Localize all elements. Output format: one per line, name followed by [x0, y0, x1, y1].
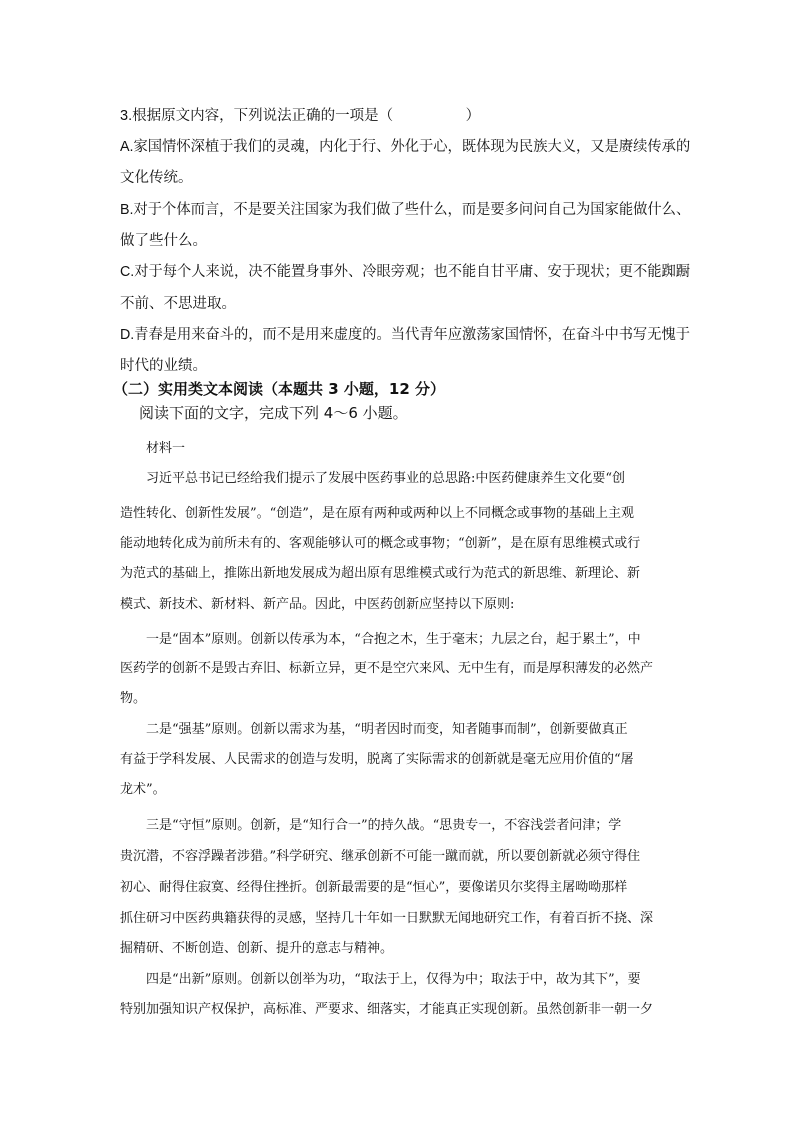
option-c-line-1: C.对于每个人来说，决不能置身事外、冷眼旁观；也不能自甘平庸、安于现状；更不能踟蹰 — [120, 264, 691, 280]
material-paragraph-line: 掘精研、不断创造、创新、提升的意志与精神。 — [120, 941, 394, 956]
material-paragraph-line: 初心、耐得住寂寞、经得住挫折。创新最需要的是“恒心”，要像诺贝尔奖得主屠呦呦那样 — [120, 880, 628, 895]
material-paragraph-line: 抓住研习中医药典籍获得的灵感，坚持几十年如一日默默无闻地研究工作，有着百折不挠、深 — [120, 911, 654, 926]
option-b-line-1: B.对于个体而言，不是要关注国家为我们做了些什么，而是要多问问自己为国家能做什么、 — [120, 202, 691, 218]
section-heading: （二）实用类文本阅读（本题共 3 小题，12 分） — [113, 380, 445, 398]
material-paragraph-line: 有益于学科发展、人民需求的创造与发明，脱离了实际需求的创新就是毫无应用价值的“屠 — [120, 752, 634, 767]
option-c-line-2: 不前、不思进取。 — [120, 296, 236, 312]
section-instruction: 阅读下面的文字，完成下列 4～6 小题。 — [139, 404, 408, 422]
option-a-line-2: 文化传统。 — [120, 170, 193, 186]
material-paragraph-line: 习近平总书记已经给我们提示了发展中医药事业的总思路:中医药健康养生文化要“创 — [146, 471, 626, 486]
material-paragraph-line: 四是“出新”原则。创新以创举为功，“取法于上，仅得为中；取法于中，故为其下”，要 — [146, 972, 641, 987]
material-paragraph-line: 医药学的创新不是毁古弃旧、标新立异，更不是空穴来风、无中生有，而是厚积薄发的必然产 — [120, 661, 654, 676]
material-paragraph-line: 物。 — [120, 691, 147, 706]
material-paragraph-line: 特别加强知识产权保护，高标准、严要求、细落实，才能真正实现创新。虽然创新非一朝一夕 — [120, 1002, 654, 1017]
material-paragraph-line: 三是“守恒”原则。创新，是“知行合一”的持久战。“思贵专一，不容浅尝者问津；学 — [146, 818, 622, 833]
option-a-line-1: A.家国情怀深植于我们的灵魂，内化于行、外化于心，既体现为民族大义，又是赓续传承的 — [120, 139, 691, 155]
material-paragraph-line: 贵沉潜，不容浮躁者涉猎。”科学研究、继承创新不可能一蹴而就，所以要创新就必须守得住 — [120, 849, 641, 864]
material-paragraph-line: 模式、新技术、新材料、新产品。因此，中医药创新应坚持以下原则: — [120, 597, 515, 612]
material-paragraph-line: 造性转化、创新性发展”。“创造”，是在原有两种或两种以上不同概念或事物的基础上主观 — [120, 506, 634, 521]
material-paragraph-line: 能动地转化成为前所未有的、客观能够认可的概念或事物；“创新”，是在原有思维模式或行 — [120, 536, 641, 551]
material-paragraph-line: 龙术”。 — [120, 782, 166, 797]
option-b-line-2: 做了些什么。 — [120, 233, 207, 249]
material-title: 材料一 — [146, 441, 186, 456]
material-paragraph-line: 为范式的基础上，推陈出新地发展成为超出原有思维模式或行为范式的新思维、新理论、新 — [120, 566, 641, 581]
option-d-line-2: 时代的业绩。 — [120, 358, 207, 374]
material-paragraph-line: 一是“固本”原则。创新以传承为本，“合抱之木，生于毫末；九层之台，起于累土”，中 — [146, 632, 641, 647]
question-stem: 3.根据原文内容，下列说法正确的一项是（ ） — [120, 108, 481, 124]
material-paragraph-line: 二是“强基”原则。创新以需求为基，“明者因时而变，知者随事而制”，创新要做真正 — [146, 722, 628, 737]
option-d-line-1: D.青春是用来奋斗的，而不是用来虚度的。当代青年应激荡家国情怀，在奋斗中书写无愧于 — [120, 327, 691, 343]
